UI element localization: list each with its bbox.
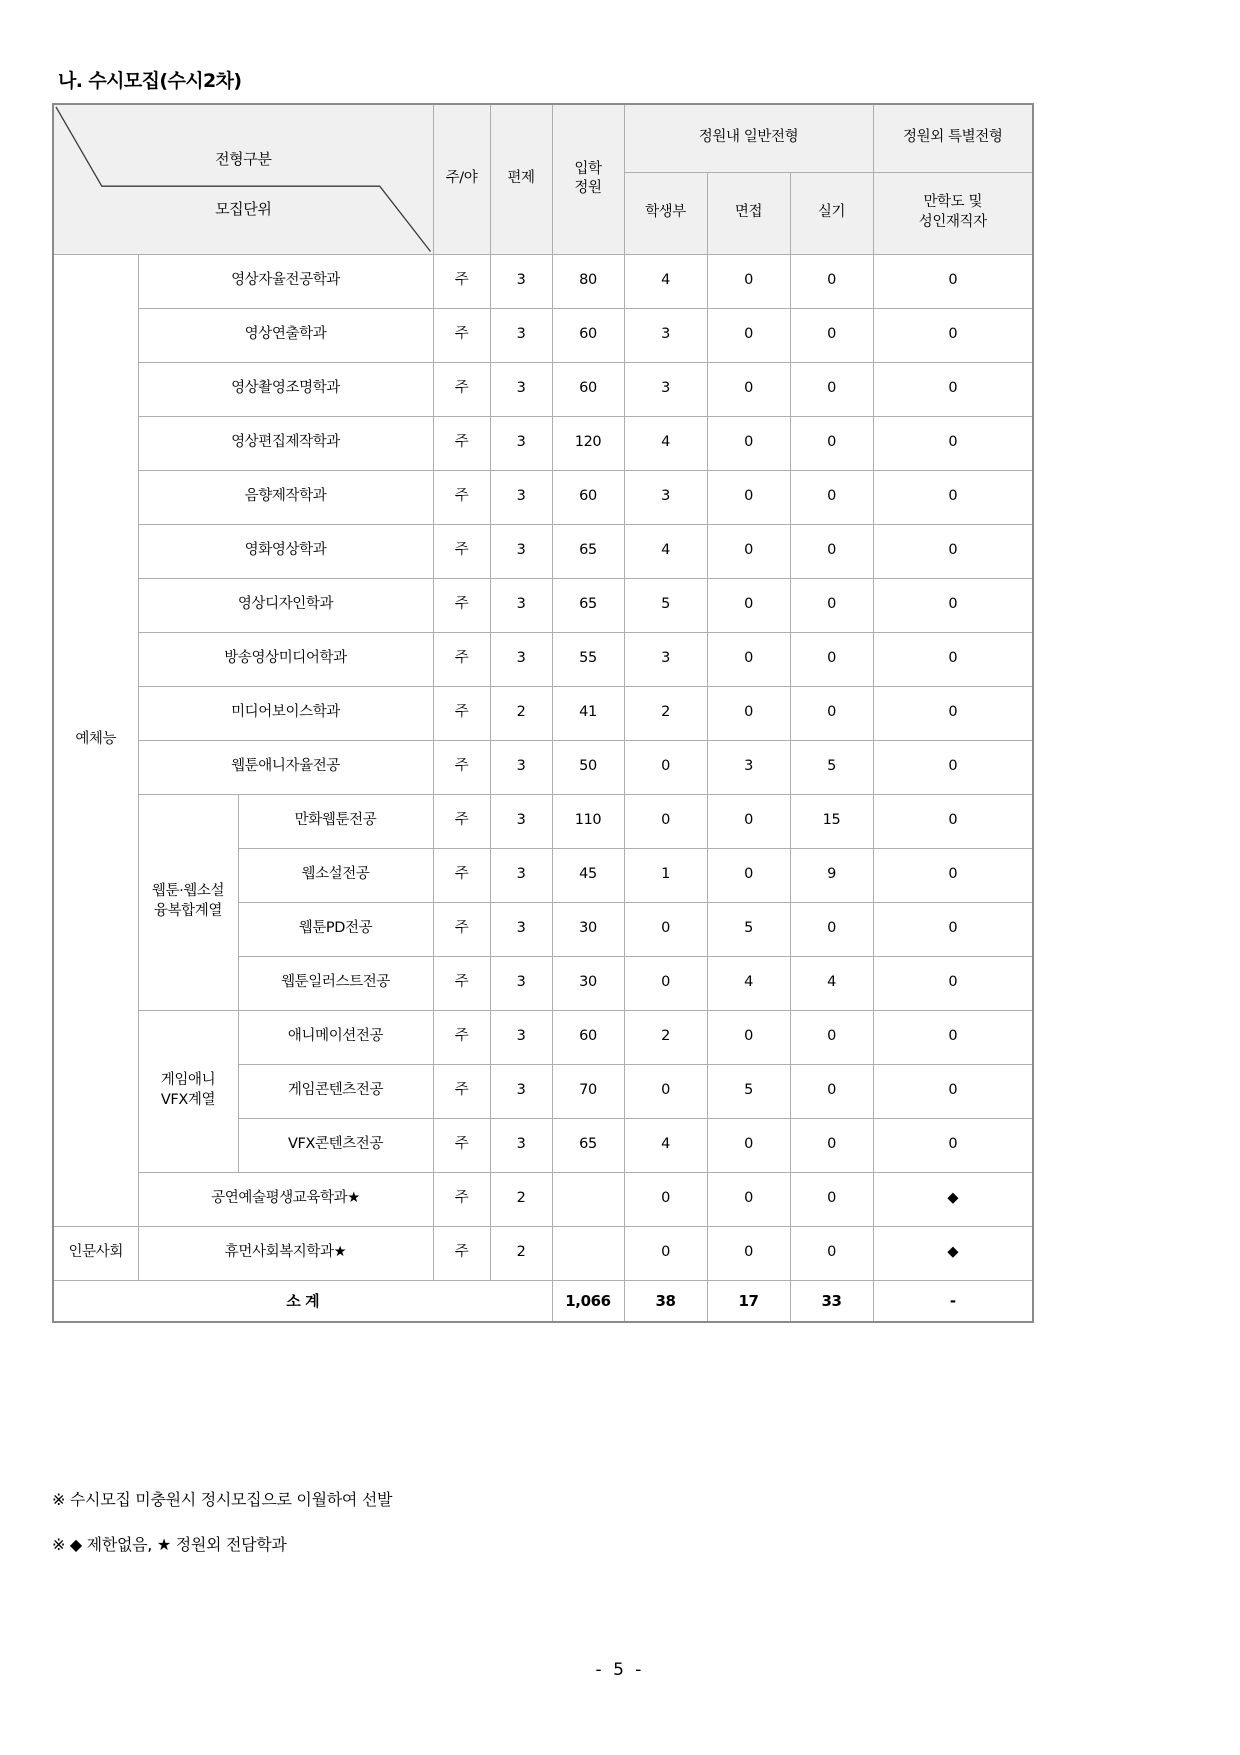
unit-name: 웹소설전공 [238,848,433,902]
table-row [53,470,1033,524]
school-record-count: 3 [624,632,707,686]
unit-name: 웹툰일러스트전공 [238,956,433,1010]
table-row [53,1172,1033,1226]
interview-count: 5 [707,1064,790,1118]
day-evening: 주 [433,956,490,1010]
interview-count: 0 [707,254,790,308]
group-game-line2: VFX계열 [160,1092,216,1108]
special-count: 0 [873,1118,1033,1172]
special-unlimited-marker: ◆ [873,1226,1033,1280]
unit-name: 미디어보이스학과 [138,686,433,740]
unit-name: 영상디자인학과 [138,578,433,632]
practical-count: 0 [790,524,873,578]
quota-count: 30 [552,956,624,1010]
interview-count: 0 [707,794,790,848]
quota-count: 60 [552,308,624,362]
header-special-line2: 성인재직자 [918,214,987,230]
header-quota-line1: 입학 [574,160,602,177]
interview-count: 0 [707,1118,790,1172]
table-row [53,254,1033,308]
special-count: 0 [873,362,1033,416]
header-school-record: 학생부 [624,172,707,254]
quota-count: 60 [552,362,624,416]
day-evening: 주 [433,740,490,794]
unit-name: 웹툰애니자율전공 [138,740,433,794]
quota-count [552,1172,624,1226]
interview-count: 0 [707,1010,790,1064]
day-evening: 주 [433,470,490,524]
school-record-count: 3 [624,362,707,416]
school-record-count: 0 [624,1226,707,1280]
header-transfer: 편제 [490,104,552,254]
unit-name: 만화웹툰전공 [238,794,433,848]
transfer-count: 3 [490,1118,552,1172]
transfer-count: 3 [490,470,552,524]
unit-name: 휴먼사회복지학과★ [138,1226,433,1280]
day-evening: 주 [433,254,490,308]
quota-count: 70 [552,1064,624,1118]
special-count: 0 [873,902,1033,956]
table-row [53,308,1033,362]
day-evening: 주 [433,416,490,470]
transfer-count: 2 [490,1226,552,1280]
day-evening: 주 [433,1064,490,1118]
unit-name: 영상연출학과 [138,308,433,362]
table-row [53,686,1033,740]
practical-count: 9 [790,848,873,902]
transfer-count: 2 [490,1172,552,1226]
school-record-count: 2 [624,1010,707,1064]
total-special: - [873,1280,1033,1322]
transfer-count: 3 [490,362,552,416]
admissions-table [52,103,1034,1323]
transfer-count: 3 [490,632,552,686]
day-evening: 주 [433,848,490,902]
header-label-category: 전형구분 [215,150,272,168]
school-record-count: 0 [624,902,707,956]
special-count: 0 [873,1010,1033,1064]
special-count: 0 [873,632,1033,686]
special-count: 0 [873,416,1033,470]
quota-count: 60 [552,1010,624,1064]
unit-name: 웹툰PD전공 [238,902,433,956]
admissions-table-container [52,103,1003,1323]
special-count: 0 [873,254,1033,308]
transfer-count: 3 [490,1010,552,1064]
group-webtoon-webnovel [138,794,238,1010]
quota-count [552,1226,624,1280]
header-practical: 실기 [790,172,873,254]
day-evening: 주 [433,1118,490,1172]
group-game-line1: 게임애니 [160,1072,216,1089]
header-special-admission-group: 정원외 특별전형 [873,104,1033,172]
header-general-admission-group: 정원내 일반전형 [624,104,873,172]
practical-count: 0 [790,470,873,524]
school-record-count: 2 [624,686,707,740]
practical-count: 0 [790,308,873,362]
school-record-count: 0 [624,1172,707,1226]
table-header [53,104,1033,254]
total-interview: 17 [707,1280,790,1322]
school-record-count: 4 [624,524,707,578]
day-evening: 주 [433,362,490,416]
practical-count: 4 [790,956,873,1010]
header-special-line1: 만학도 및 [923,194,983,211]
quota-count: 30 [552,902,624,956]
quota-count: 120 [552,416,624,470]
transfer-count: 3 [490,254,552,308]
practical-count: 0 [790,578,873,632]
interview-count: 0 [707,308,790,362]
unit-name: 게임콘텐츠전공 [238,1064,433,1118]
unit-name: 영상자율전공학과 [138,254,433,308]
table-row [53,578,1033,632]
transfer-count: 3 [490,524,552,578]
footnotes [52,1487,952,1577]
table-body [53,254,1033,1322]
transfer-count: 3 [490,956,552,1010]
interview-count: 0 [707,362,790,416]
quota-count: 80 [552,254,624,308]
special-unlimited-marker: ◆ [873,1172,1033,1226]
school-record-count: 0 [624,794,707,848]
practical-count: 0 [790,254,873,308]
table-row [53,524,1033,578]
practical-count: 0 [790,1226,873,1280]
total-label: 소 계 [53,1280,552,1322]
day-evening: 주 [433,578,490,632]
interview-count: 0 [707,632,790,686]
practical-count: 0 [790,902,873,956]
table-row [53,794,1033,848]
practical-count: 0 [790,1172,873,1226]
footnote-carryover: ※ 수시모집 미충원시 정시모집으로 이월하여 선발 [52,1490,393,1509]
practical-count: 15 [790,794,873,848]
day-evening: 주 [433,686,490,740]
transfer-count: 3 [490,740,552,794]
practical-count: 0 [790,1064,873,1118]
page-number: - 5 - [595,1660,645,1680]
practical-count: 0 [790,1010,873,1064]
header-quota [552,104,624,254]
special-count: 0 [873,794,1033,848]
school-record-count: 5 [624,578,707,632]
unit-name: 애니메이션전공 [238,1010,433,1064]
page-title: 나. 수시모집(수시2차) [58,70,242,92]
transfer-count: 3 [490,578,552,632]
interview-count: 0 [707,416,790,470]
quota-count: 55 [552,632,624,686]
total-practical: 33 [790,1280,873,1322]
day-evening: 주 [433,794,490,848]
group-webtoon-line1: 웹툰·웹소설 [151,883,225,900]
special-count: 0 [873,524,1033,578]
header-interview: 면접 [707,172,790,254]
quota-count: 45 [552,848,624,902]
table-row [53,362,1033,416]
unit-name: 영상편집제작학과 [138,416,433,470]
quota-count: 110 [552,794,624,848]
interview-count: 0 [707,1172,790,1226]
practical-count: 5 [790,740,873,794]
special-count: 0 [873,740,1033,794]
day-evening: 주 [433,1226,490,1280]
school-record-count: 0 [624,956,707,1010]
diagonal-divider-icon [54,105,433,254]
transfer-count: 3 [490,1064,552,1118]
practical-count: 0 [790,1118,873,1172]
interview-count: 0 [707,1226,790,1280]
school-record-count: 3 [624,470,707,524]
special-count: 0 [873,686,1033,740]
table-row [53,740,1033,794]
school-record-count: 3 [624,308,707,362]
header-special-adult-worker [873,172,1033,254]
table-row [53,1226,1033,1280]
day-evening: 주 [433,1172,490,1226]
interview-count: 0 [707,524,790,578]
total-school-record: 38 [624,1280,707,1322]
category-humanities-social: 인문사회 [53,1226,138,1280]
header-day-evening: 주/야 [433,104,490,254]
school-record-count: 4 [624,416,707,470]
interview-count: 3 [707,740,790,794]
day-evening: 주 [433,632,490,686]
unit-name: 음향제작학과 [138,470,433,524]
quota-count: 65 [552,578,624,632]
quota-count: 41 [552,686,624,740]
interview-count: 5 [707,902,790,956]
table-total-row [53,1280,1033,1322]
category-arts-physical: 예체능 [53,254,138,1226]
practical-count: 0 [790,362,873,416]
day-evening: 주 [433,1010,490,1064]
header-label-unit: 모집단위 [215,200,272,218]
interview-count: 0 [707,686,790,740]
transfer-count: 3 [490,416,552,470]
footnote-symbols: ※ ◆ 제한없음, ★ 정원외 전담학과 [52,1535,287,1554]
unit-name: 영화영상학과 [138,524,433,578]
special-count: 0 [873,470,1033,524]
school-record-count: 1 [624,848,707,902]
quota-count: 65 [552,524,624,578]
practical-count: 0 [790,686,873,740]
special-count: 0 [873,956,1033,1010]
day-evening: 주 [433,524,490,578]
practical-count: 0 [790,632,873,686]
quota-count: 65 [552,1118,624,1172]
group-webtoon-line2: 융복합계열 [153,903,223,919]
special-count: 0 [873,578,1033,632]
table-row [53,632,1033,686]
unit-name: 영상촬영조명학과 [138,362,433,416]
header-quota-line2: 정원 [574,180,602,197]
table-row [53,1010,1033,1064]
interview-count: 0 [707,578,790,632]
transfer-count: 3 [490,794,552,848]
transfer-count: 2 [490,686,552,740]
transfer-count: 3 [490,308,552,362]
special-count: 0 [873,848,1033,902]
interview-count: 4 [707,956,790,1010]
special-count: 0 [873,308,1033,362]
header-corner-cell [53,104,433,254]
quota-count: 60 [552,470,624,524]
quota-count: 50 [552,740,624,794]
transfer-count: 3 [490,902,552,956]
day-evening: 주 [433,902,490,956]
practical-count: 0 [790,416,873,470]
special-count: 0 [873,1064,1033,1118]
unit-name: 공연예술평생교육학과★ [138,1172,433,1226]
transfer-count: 3 [490,848,552,902]
day-evening: 주 [433,308,490,362]
school-record-count: 4 [624,1118,707,1172]
school-record-count: 4 [624,254,707,308]
school-record-count: 0 [624,1064,707,1118]
unit-name: 방송영상미디어학과 [138,632,433,686]
table-row [53,416,1033,470]
interview-count: 0 [707,848,790,902]
unit-name: VFX콘텐츠전공 [238,1118,433,1172]
school-record-count: 0 [624,740,707,794]
total-quota: 1,066 [552,1280,624,1322]
interview-count: 0 [707,470,790,524]
group-game-animation-vfx [138,1010,238,1172]
